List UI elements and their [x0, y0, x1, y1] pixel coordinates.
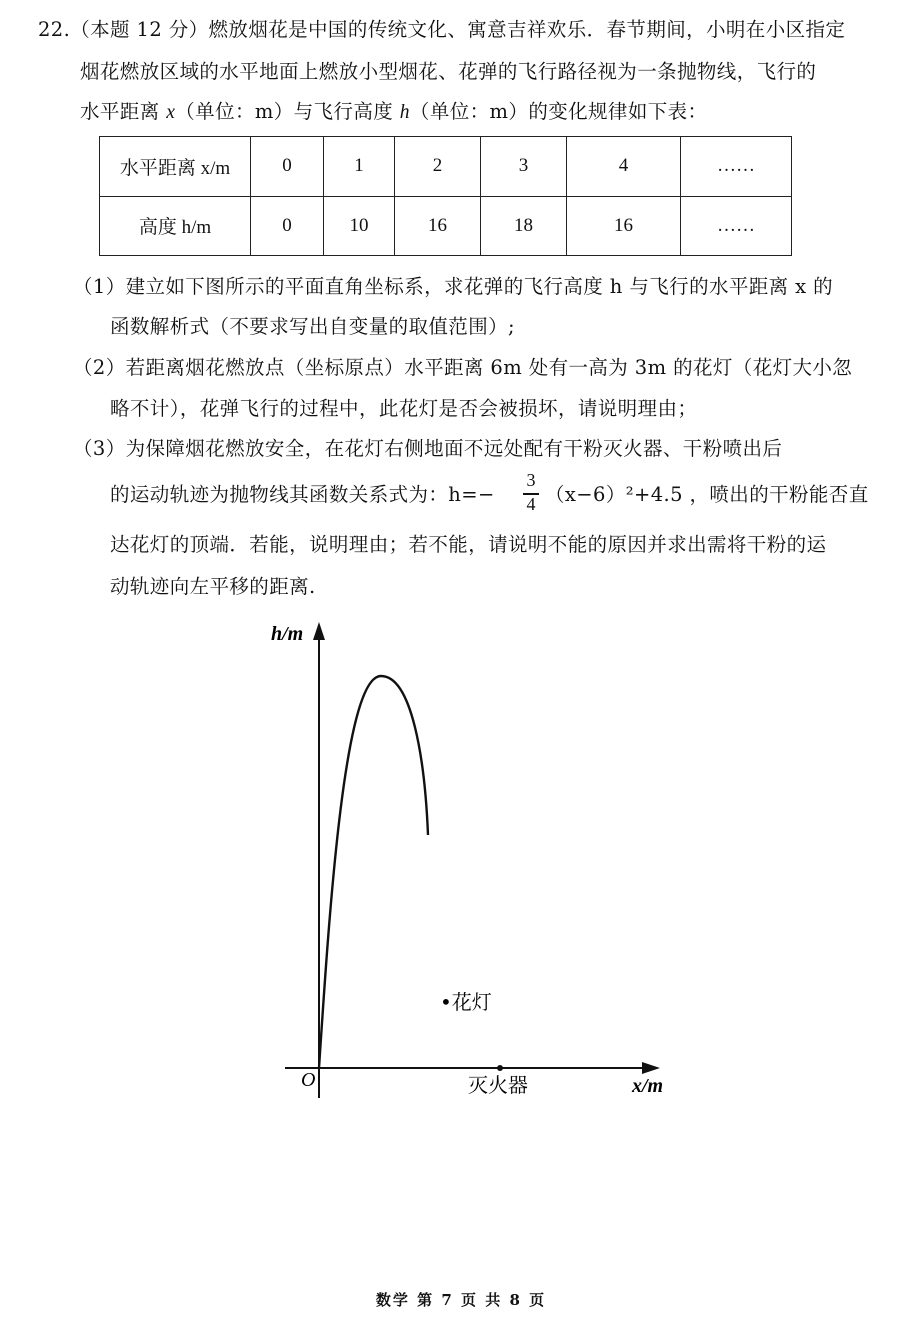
part3-line-4: 动轨迹向左平移的距离. — [110, 575, 316, 598]
page-footer: 数学 第 7 页 共 8 页 — [375, 1291, 547, 1309]
table-cell: 2 — [395, 137, 481, 197]
part3-line-2a: 的运动轨迹为抛物线其函数关系式为：h=− — [110, 483, 495, 506]
table-head-h: 高度 h/m — [100, 196, 251, 256]
part3-line-2b: （x−6）²+4.5 ，喷出的干粉能否直 — [545, 483, 869, 506]
extinguisher-label: 灭火器 — [468, 1073, 528, 1097]
origin-label: O — [301, 1069, 316, 1091]
part2-line-2: 略不计），花弹飞行的过程中，此花灯是否会被损坏，请说明理由； — [110, 397, 698, 420]
fraction-denominator: 4 — [526, 494, 536, 514]
question-line-2: 烟花燃放区域的水平地面上燃放小型烟花、花弹的飞行路径视为一条抛物线，飞行的 — [80, 60, 817, 83]
data-table — [99, 136, 792, 256]
part3-line-3: 达花灯的顶端．若能，说明理由；若不能，请说明不能的原因并求出需将干粉的运 — [110, 533, 827, 556]
table-cell: 0 — [251, 196, 324, 256]
y-axis-label: h/m — [271, 623, 304, 645]
fraction-numerator: 3 — [526, 470, 536, 490]
parabola-curve — [319, 676, 428, 1068]
table-cell: 18 — [481, 196, 567, 256]
table-row-h — [100, 196, 792, 256]
table-cell: 3 — [481, 137, 567, 197]
part1-line-1: （1）建立如下图所示的平面直角坐标系，求花弹的飞行高度 h 与飞行的水平距离 x 的 — [73, 275, 834, 298]
part2-line-1: （2）若距离烟花燃放点（坐标原点）水平距离 6m 处有一高为 3m 的花灯（花灯大小忽 — [73, 356, 853, 379]
question-line-3-text-a: 水平距离 — [80, 100, 167, 123]
extinguisher-point — [497, 1065, 503, 1071]
x-axis-label: x/m — [632, 1075, 664, 1097]
y-axis-arrow-icon — [313, 622, 325, 640]
part1-line-2: 函数解析式（不要求写出自变量的取值范围）; — [110, 315, 515, 338]
lantern-label: •花灯 — [440, 990, 492, 1014]
var-h: h — [399, 102, 410, 123]
table-cell: …… — [681, 196, 792, 256]
question-line-3-text-b: （单位：m）与飞行高度 — [175, 100, 400, 123]
question-line-3-text-c: （单位：m）的变化规律如下表： — [409, 100, 708, 123]
table-cell: 16 — [567, 196, 681, 256]
table-head-x: 水平距离 x/m — [100, 137, 251, 197]
var-x: x — [166, 102, 176, 123]
table-cell: 10 — [324, 196, 395, 256]
table-row-x — [100, 137, 792, 197]
x-axis-arrow-icon — [642, 1062, 660, 1074]
table-cell: 1 — [324, 137, 395, 197]
part3-line-1: （3）为保障烟花燃放安全，在花灯右侧地面不远处配有干粉灭火器、干粉喷出后 — [73, 437, 783, 460]
table-cell: 4 — [567, 137, 681, 197]
table-cell: 16 — [395, 196, 481, 256]
table-cell: …… — [681, 137, 792, 197]
question-line-3 — [80, 99, 707, 126]
table-cell: 0 — [251, 137, 324, 197]
question-line-1: 22.（本题 12 分）燃放烟花是中国的传统文化、寓意吉祥欢乐．春节期间，小明在小区指定 — [38, 18, 846, 41]
